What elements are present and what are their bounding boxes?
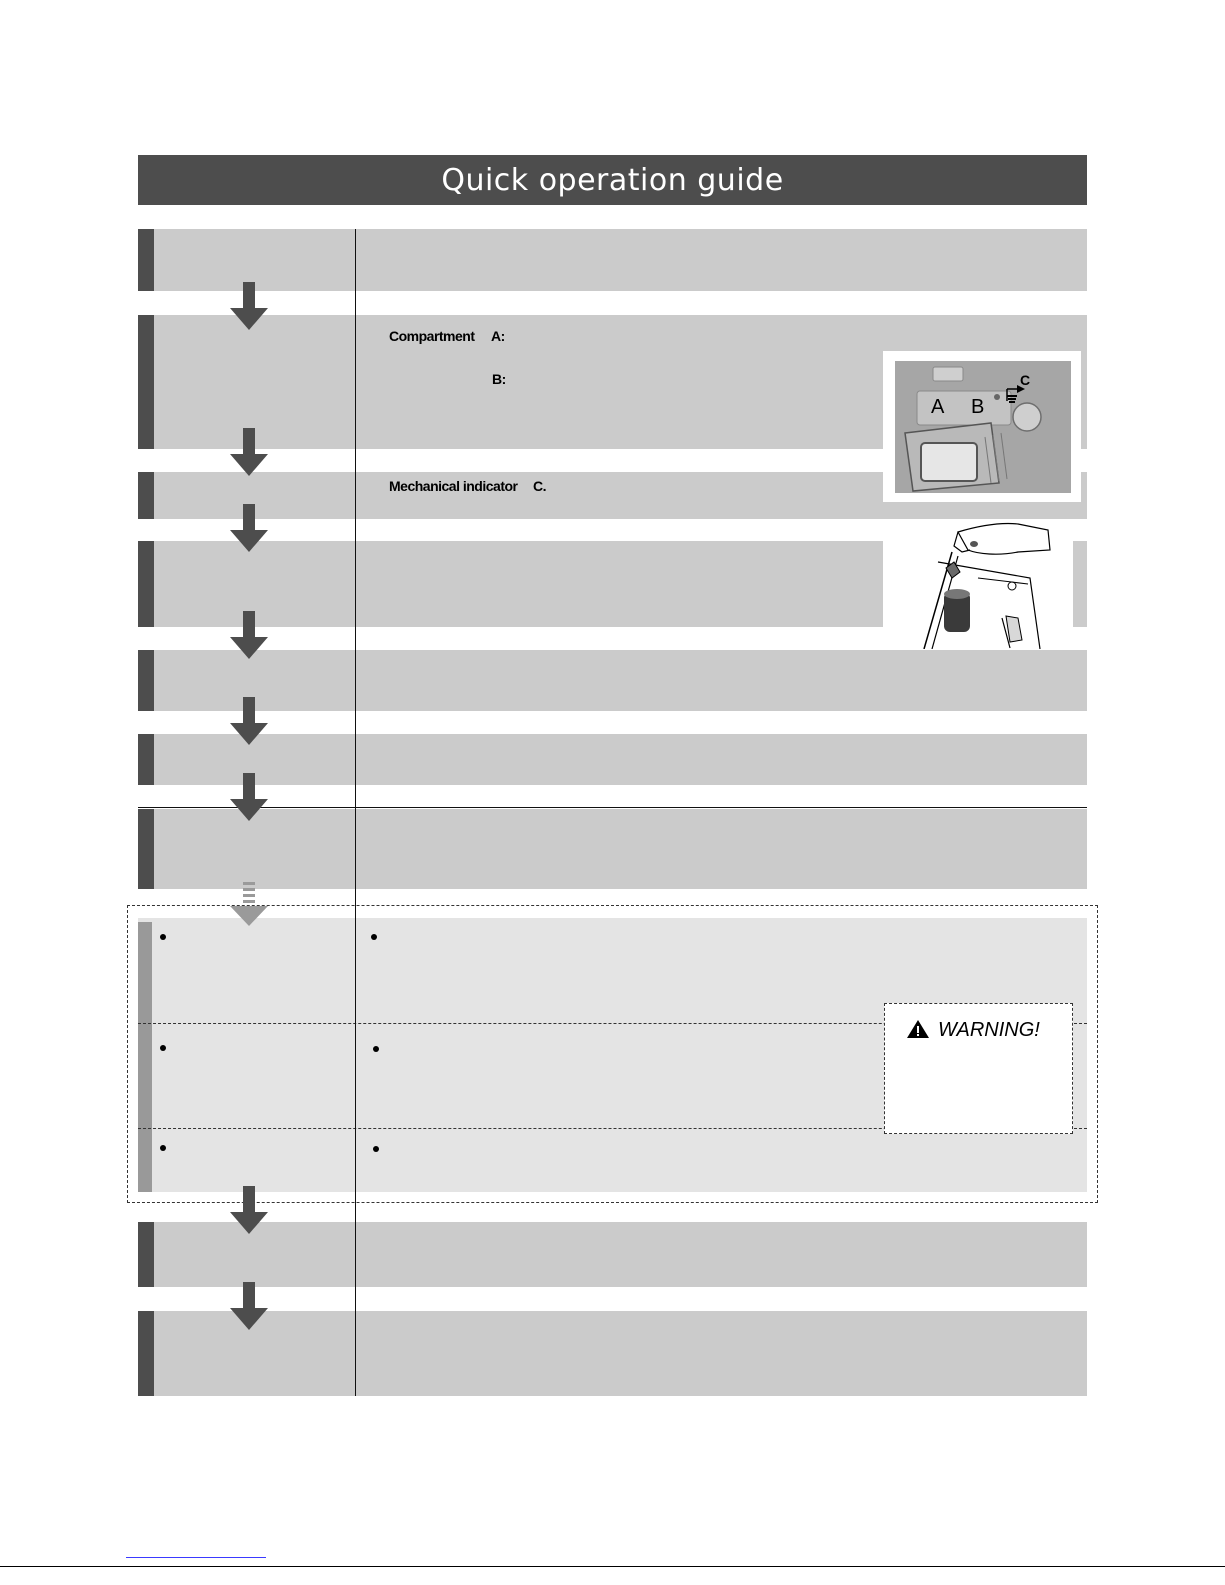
divider-line: [138, 807, 1087, 808]
step-band-8: [138, 1222, 1087, 1287]
down-arrow-icon: [229, 504, 269, 554]
warning-icon: [906, 1019, 930, 1039]
compartment-a-label: A:: [491, 328, 505, 344]
mechanical-indicator-label: Mechanical indicator: [389, 478, 518, 494]
photo-letter-b: B: [971, 396, 985, 418]
step-band-1: [138, 229, 1087, 291]
hand-filter-illustration: [918, 522, 1053, 649]
step-band-6: [138, 734, 1087, 785]
step-tab-3: [138, 472, 154, 519]
bullet: [371, 934, 377, 940]
down-arrow-icon: [229, 1282, 269, 1332]
bullet: [373, 1146, 379, 1152]
photo-letter-a: A: [931, 396, 945, 418]
step-tab-4: [138, 541, 154, 627]
down-arrow-icon: [229, 282, 269, 332]
down-arrow-icon: [229, 1186, 269, 1236]
step-tab-7: [138, 809, 154, 889]
dispenser-photo: [895, 361, 1071, 493]
photo-letter-c: C: [1020, 372, 1031, 388]
step-band-4-right: [1073, 541, 1087, 627]
page-title: Quick operation guide: [138, 155, 1087, 205]
step-tab-9: [138, 1311, 154, 1396]
footer-link-underline: [126, 1557, 266, 1558]
bullet: [160, 1045, 166, 1051]
step-tab-6: [138, 734, 154, 785]
step-tab-8: [138, 1222, 154, 1287]
step-tab-5: [138, 650, 154, 711]
down-arrow-icon: [229, 428, 269, 478]
compartment-b-label: B:: [492, 371, 506, 387]
bullet: [160, 1145, 166, 1151]
step-tab-1: [138, 229, 154, 291]
bullet: [373, 1046, 379, 1052]
footer-rule: [0, 1566, 1225, 1567]
step-band-7: [138, 809, 1087, 889]
dispenser-illustration: [895, 361, 1071, 493]
step-tab-2: [138, 315, 154, 449]
down-arrow-icon: [229, 773, 269, 823]
down-arrow-icon: [229, 697, 269, 747]
column-separator: [355, 229, 356, 1396]
down-arrow-icon: [229, 611, 269, 661]
bullet: [160, 934, 166, 940]
dashed-down-arrow-icon: [229, 882, 269, 932]
step-band-5: [138, 650, 1087, 711]
warning-label: WARNING!: [938, 1019, 1040, 1041]
step-band-9: [138, 1311, 1087, 1396]
indicator-c-label: C.: [533, 478, 546, 494]
compartment-label: Compartment: [389, 328, 475, 344]
